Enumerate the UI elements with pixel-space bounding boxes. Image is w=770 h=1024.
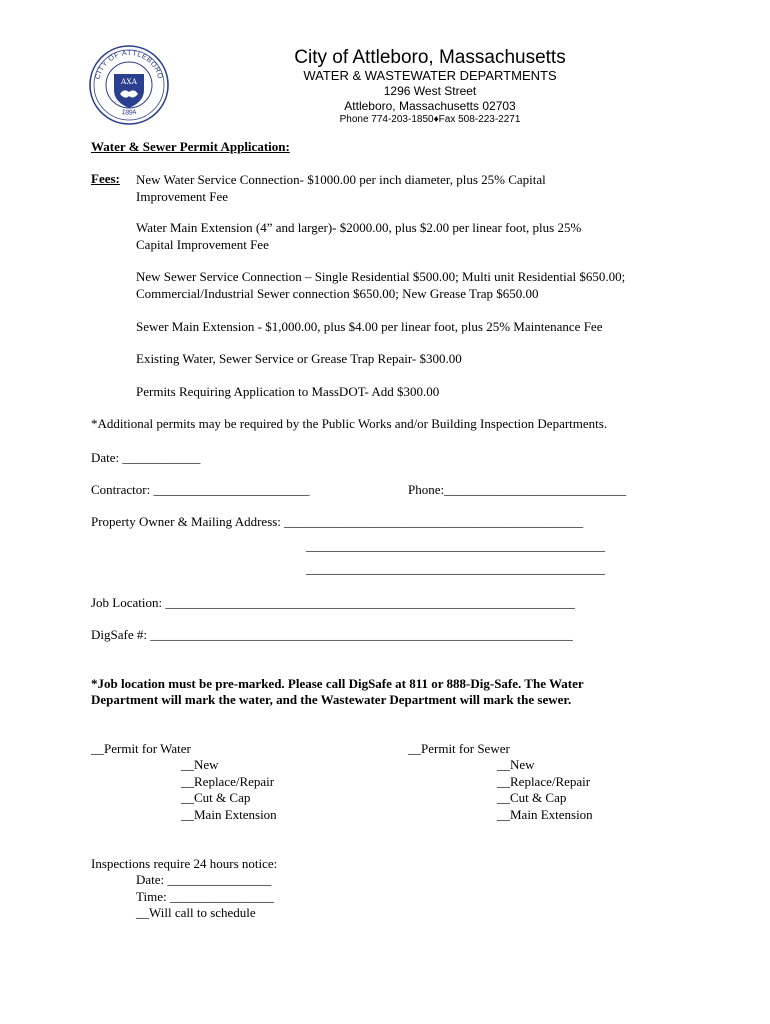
- sewer-option-new[interactable]: __New: [497, 757, 535, 772]
- inspections-heading: Inspections require 24 hours notice:: [91, 856, 278, 871]
- city-title: City of Attleboro, Massachusetts: [294, 47, 566, 68]
- sewer-option-main-extension[interactable]: __Main Extension: [497, 807, 593, 822]
- seal-letters: ΑΧΑ: [120, 77, 138, 86]
- fee-item: Water Main Extension (4” and larger)- $2000.00, plus $2.00 per linear foot, plus 25% Capital Improvement Fee: [136, 220, 582, 252]
- fee-item: New Water Service Connection- $1000.00 per inch diameter, plus 25% Capital Improvement Fee: [136, 172, 546, 204]
- city-seal: [88, 44, 170, 126]
- city-seal-graphic: [88, 44, 170, 126]
- date-field[interactable]: Date: ____________: [91, 450, 201, 465]
- fee-item: Existing Water, Sewer Service or Grease Trap Repair- $300.00: [136, 351, 462, 366]
- contact-line: Phone 774-203-1850♦Fax 508-223-2271: [339, 114, 521, 125]
- digsafe-field[interactable]: DigSafe #: _________________________________________________________________: [91, 627, 573, 642]
- property-owner-line-2[interactable]: ______________________________________________: [306, 538, 605, 553]
- additional-permits-note: *Additional permits may be required by the Public Works and/or Building Inspection Departments.: [91, 416, 608, 431]
- sewer-permit-checkbox[interactable]: __Permit for Sewer: [408, 741, 510, 756]
- svg-text:1894: [121, 109, 137, 117]
- city-state-zip: Attleboro, Massachusetts 02703: [344, 99, 516, 113]
- phone-field[interactable]: Phone:____________________________: [408, 482, 627, 497]
- water-option-main-extension[interactable]: __Main Extension: [181, 807, 277, 822]
- water-option-cut-cap[interactable]: __Cut & Cap: [181, 790, 251, 805]
- sewer-option-cut-cap[interactable]: __Cut & Cap: [497, 790, 567, 805]
- fee-item: Sewer Main Extension - $1,000.00, plus $4.00 per linear foot, plus 25% Maintenance Fee: [136, 319, 603, 334]
- sewer-option-replace-repair[interactable]: __Replace/Repair: [497, 774, 591, 789]
- seal-text-top: CITY OF ATTLEBORO: [92, 47, 166, 81]
- inspection-date-field[interactable]: Date: ________________: [136, 872, 272, 887]
- premark-note-line-1: *Job location must be pre-marked. Please call DigSafe at 811 or 888-Dig-Safe. The Water: [91, 676, 584, 691]
- inspection-time-field[interactable]: Time: ________________: [136, 889, 274, 904]
- seal-text-bottom: 1894: [120, 108, 138, 117]
- water-option-new[interactable]: __New: [181, 757, 219, 772]
- fee-item: New Sewer Service Connection – Single Residential $500.00; Multi unit Residential $650.00; Commercial/Industrial Sewer connection $650.00; New Grease Trap $650.00: [136, 269, 626, 301]
- form-title: Water & Sewer Permit Application:: [91, 139, 290, 154]
- water-permit-checkbox[interactable]: __Permit for Water: [91, 741, 191, 756]
- contractor-field[interactable]: Contractor: ________________________: [91, 482, 310, 497]
- will-call-checkbox[interactable]: __Will call to schedule: [136, 905, 256, 920]
- street-address: 1296 West Street: [383, 84, 477, 98]
- property-owner-line-3[interactable]: ______________________________________________: [306, 561, 605, 576]
- fee-item: Permits Requiring Application to MassDOT- Add $300.00: [136, 384, 440, 399]
- fees-label: Fees:: [91, 171, 120, 186]
- job-location-field[interactable]: Job Location: _______________________________________________________________: [91, 595, 575, 610]
- property-owner-field[interactable]: Property Owner & Mailing Address: ______________________________________________: [91, 514, 584, 529]
- water-option-replace-repair[interactable]: __Replace/Repair: [181, 774, 275, 789]
- departments-title: WATER & WASTEWATER DEPARTMENTS: [303, 68, 557, 83]
- premark-note-line-2: Department will mark the water, and the Wastewater Department will mark the sewer.: [91, 692, 572, 707]
